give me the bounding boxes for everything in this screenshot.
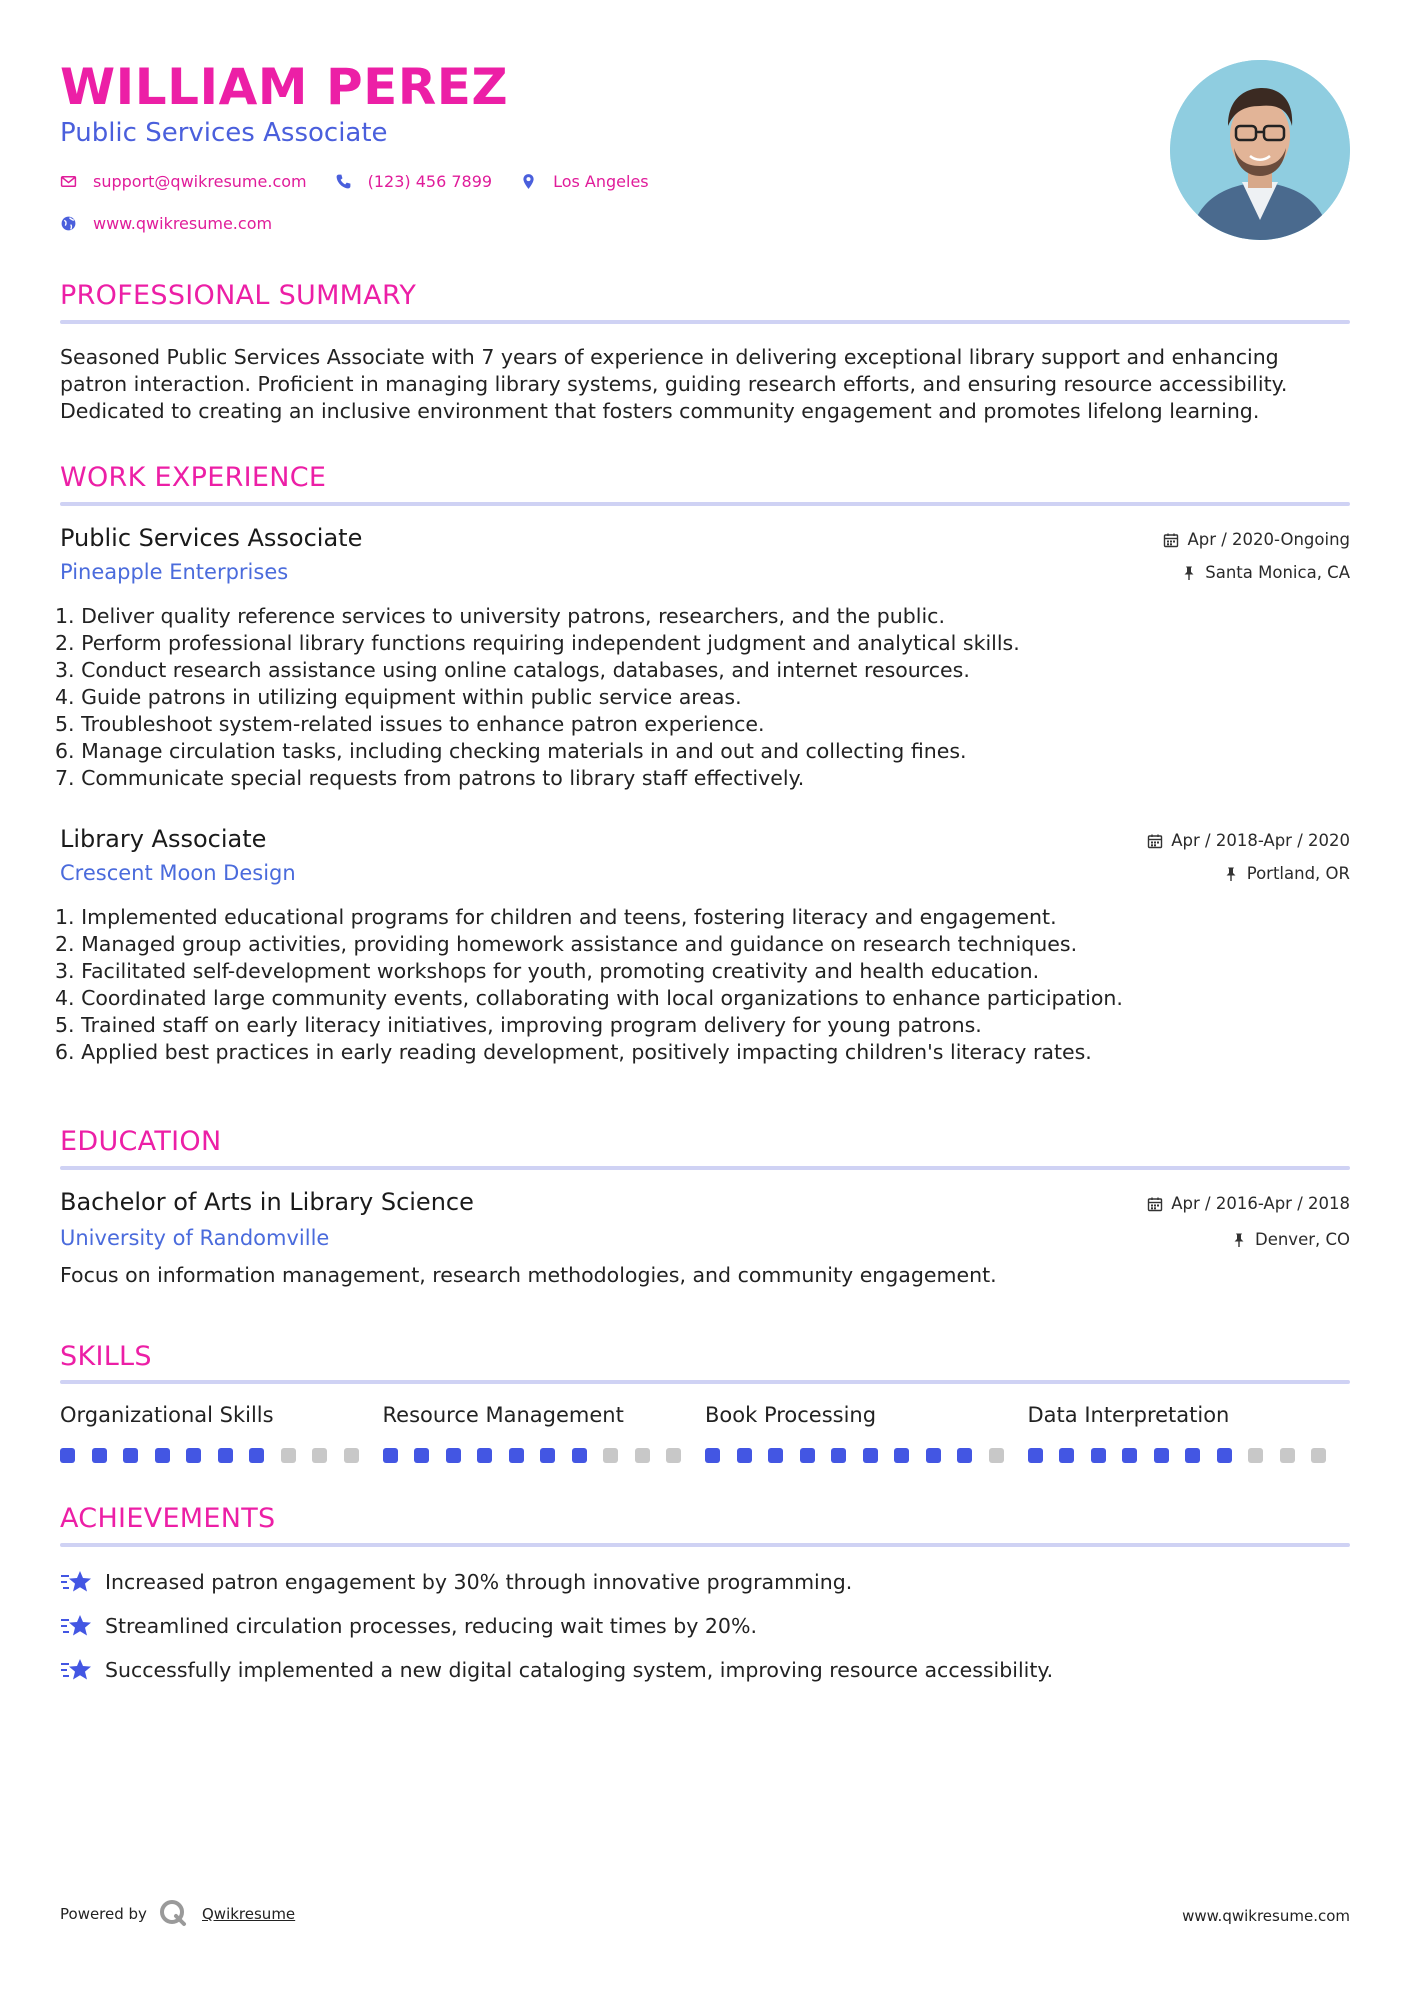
- achievement-item: [60, 1656, 1350, 1684]
- list-item: 5. Troubleshoot system-related issues to enhance patron experience.: [55, 712, 765, 736]
- list-item: 2. Managed group activities, providing homework assistance and guidance on research techniques.: [55, 932, 1078, 956]
- skill-dot-filled: [1122, 1448, 1137, 1463]
- skill-dot-filled: [218, 1448, 233, 1463]
- job-location-text: Santa Monica, CA: [1205, 563, 1350, 582]
- skill-dot-filled: [957, 1448, 972, 1463]
- achievement-item: [60, 1568, 1350, 1596]
- skill-dot-filled: [926, 1448, 941, 1463]
- education-dates: [1147, 1194, 1350, 1213]
- email-text: support@qwikresume.com: [93, 172, 307, 191]
- summary-line: Seasoned Public Services Associate with 7 years of experience in delivering exceptional library support and enhancing: [60, 345, 1279, 369]
- qwikresume-logo-icon: [157, 1897, 189, 1929]
- job-dates: [1147, 831, 1350, 850]
- contact-row: [60, 172, 677, 191]
- skill-dot-empty: [344, 1448, 359, 1463]
- skill-item: [1028, 1403, 1351, 1463]
- summary-text: [60, 344, 1350, 425]
- job-location: [1181, 563, 1350, 582]
- skill-dot-filled: [894, 1448, 909, 1463]
- skill-dot-filled: [92, 1448, 107, 1463]
- list-item: 4. Coordinated large community events, collaborating with local organizations to enhance participation.: [55, 986, 1123, 1010]
- skill-dot-filled: [383, 1448, 398, 1463]
- job-duties-list: [55, 904, 1355, 1066]
- skill-dot-filled: [155, 1448, 170, 1463]
- section-heading-skills: SKILLS: [60, 1341, 152, 1372]
- website-text: www.qwikresume.com: [93, 214, 273, 233]
- skill-dot-filled: [572, 1448, 587, 1463]
- location-text: Los Angeles: [553, 172, 649, 191]
- achievement-text: Streamlined circulation processes, reducing wait times by 20%.: [105, 1614, 757, 1638]
- list-item: 1. Deliver quality reference services to university patrons, researchers, and the public.: [55, 604, 945, 628]
- skill-item: [383, 1403, 706, 1463]
- skill-name: Organizational Skills: [60, 1403, 274, 1427]
- job-title: Public Services Associate: [60, 524, 363, 552]
- list-item: 7. Communicate special requests from patrons to library staff effectively.: [55, 766, 805, 790]
- skill-dot-filled: [249, 1448, 264, 1463]
- skill-dot-filled: [705, 1448, 720, 1463]
- section-divider: [60, 320, 1350, 324]
- skill-dot-filled: [123, 1448, 138, 1463]
- pushpin-icon: [1223, 866, 1239, 882]
- skill-dot-filled: [540, 1448, 555, 1463]
- contact-email[interactable]: [60, 172, 307, 191]
- section-divider: [60, 1166, 1350, 1170]
- contact-phone[interactable]: [335, 172, 492, 191]
- job-title: Library Associate: [60, 825, 267, 853]
- map-pin-icon: [520, 173, 537, 190]
- globe-icon: [60, 215, 77, 232]
- skill-rating: [60, 1448, 383, 1463]
- skill-dot-filled: [800, 1448, 815, 1463]
- skill-dot-filled: [831, 1448, 846, 1463]
- profile-photo: [1170, 60, 1350, 240]
- section-heading-achievements: ACHIEVEMENTS: [60, 1503, 276, 1534]
- skill-name: Book Processing: [705, 1403, 877, 1427]
- skill-dot-filled: [186, 1448, 201, 1463]
- list-item: 1. Implemented educational programs for children and teens, fostering literacy and engagement.: [55, 905, 1057, 929]
- candidate-name: WILLIAM PEREZ: [60, 58, 509, 116]
- job-location: [1223, 864, 1350, 883]
- phone-icon: [335, 173, 352, 190]
- education-location: [1231, 1230, 1350, 1249]
- job-dates-text: Apr / 2020-Ongoing: [1187, 530, 1350, 549]
- section-divider: [60, 1543, 1350, 1547]
- pushpin-icon: [1181, 565, 1197, 581]
- skill-dot-filled: [1059, 1448, 1074, 1463]
- calendar-icon: [1147, 1196, 1163, 1212]
- skill-dot-empty: [635, 1448, 650, 1463]
- envelope-icon: [60, 173, 77, 190]
- skills-grid: [60, 1403, 1350, 1463]
- education-description: Focus on information management, research methodologies, and community engagement.: [60, 1263, 997, 1287]
- star-award-icon: [60, 1656, 94, 1684]
- section-heading-summary: PROFESSIONAL SUMMARY: [60, 280, 417, 311]
- section-heading-education: EDUCATION: [60, 1126, 222, 1157]
- skill-name: Resource Management: [382, 1403, 624, 1427]
- pushpin-icon: [1231, 1232, 1247, 1248]
- skill-dot-filled: [60, 1448, 75, 1463]
- skill-dot-empty: [1248, 1448, 1263, 1463]
- calendar-icon: [1163, 532, 1179, 548]
- list-item: 6. Manage circulation tasks, including checking materials in and out and collecting fines.: [55, 739, 967, 763]
- section-heading-experience: WORK EXPERIENCE: [60, 462, 327, 493]
- list-item: 5. Trained staff on early literacy initiatives, improving program delivery for young patrons.: [55, 1013, 982, 1037]
- skill-name: Data Interpretation: [1027, 1403, 1230, 1427]
- star-award-icon: [60, 1612, 94, 1640]
- skill-dot-empty: [603, 1448, 618, 1463]
- achievement-item: [60, 1612, 1350, 1640]
- education-dates-text: Apr / 2016-Apr / 2018: [1171, 1194, 1350, 1213]
- company-name: Pineapple Enterprises: [60, 560, 289, 584]
- skill-dot-filled: [863, 1448, 878, 1463]
- skill-rating: [705, 1448, 1028, 1463]
- company-name: Crescent Moon Design: [60, 861, 296, 885]
- skill-dot-filled: [1185, 1448, 1200, 1463]
- contact-location: [520, 172, 649, 191]
- skill-dot-filled: [737, 1448, 752, 1463]
- skill-dot-filled: [1028, 1448, 1043, 1463]
- skill-rating: [383, 1448, 706, 1463]
- skill-dot-empty: [666, 1448, 681, 1463]
- page-footer: [60, 1893, 1350, 1933]
- skill-dot-filled: [414, 1448, 429, 1463]
- skill-rating: [1028, 1448, 1351, 1463]
- achievement-text: Increased patron engagement by 30% through innovative programming.: [105, 1570, 853, 1594]
- list-item: 3. Facilitated self-development workshops for youth, promoting creativity and health education.: [55, 959, 1040, 983]
- phone-text: (123) 456 7899: [367, 172, 493, 191]
- summary-line: patron interaction. Proficient in managing library systems, guiding research efforts, and ensuring resource accessibility.: [60, 372, 1288, 396]
- contact-row-website: [60, 214, 300, 233]
- star-award-icon: [60, 1568, 94, 1596]
- skill-item: [60, 1403, 383, 1463]
- list-item: 4. Guide patrons in utilizing equipment within public service areas.: [55, 685, 742, 709]
- job-dates: [1163, 530, 1350, 549]
- section-divider: [60, 1380, 1350, 1384]
- skill-dot-empty: [281, 1448, 296, 1463]
- skill-dot-filled: [1091, 1448, 1106, 1463]
- skill-dot-filled: [509, 1448, 524, 1463]
- skill-item: [705, 1403, 1028, 1463]
- skill-dot-empty: [1280, 1448, 1295, 1463]
- list-item: 2. Perform professional library functions requiring independent judgment and analytical skills.: [55, 631, 1020, 655]
- calendar-icon: [1147, 833, 1163, 849]
- contact-website[interactable]: [60, 214, 272, 233]
- education-location-text: Denver, CO: [1254, 1230, 1350, 1249]
- degree-title: Bachelor of Arts in Library Science: [60, 1188, 474, 1216]
- achievement-text: Successfully implemented a new digital cataloging system, improving resource accessibility.: [105, 1658, 1054, 1682]
- job-dates-text: Apr / 2018-Apr / 2020: [1171, 831, 1350, 850]
- skill-dot-filled: [1217, 1448, 1232, 1463]
- skill-dot-filled: [477, 1448, 492, 1463]
- qwikresume-link[interactable]: Qwikresume: [202, 1905, 296, 1923]
- list-item: 6. Applied best practices in early reading development, positively impacting children's literacy rates.: [55, 1040, 1092, 1064]
- school-name: University of Randomville: [60, 1226, 330, 1250]
- job-duties-list: [55, 603, 1355, 792]
- skill-dot-filled: [446, 1448, 461, 1463]
- job-location-text: Portland, OR: [1246, 864, 1350, 883]
- footer-website[interactable]: www.qwikresume.com: [1182, 1907, 1350, 1925]
- skill-dot-empty: [989, 1448, 1004, 1463]
- section-divider: [60, 502, 1350, 506]
- summary-line: Dedicated to creating an inclusive environment that fosters community engagement and promotes lifelong learning.: [60, 399, 1260, 423]
- skill-dot-empty: [1311, 1448, 1326, 1463]
- skill-dot-filled: [768, 1448, 783, 1463]
- skill-dot-filled: [1154, 1448, 1169, 1463]
- candidate-title: Public Services Associate: [60, 118, 388, 148]
- powered-by-label: Powered by: [60, 1905, 147, 1923]
- list-item: 3. Conduct research assistance using online catalogs, databases, and internet resources.: [55, 658, 970, 682]
- skill-dot-empty: [312, 1448, 327, 1463]
